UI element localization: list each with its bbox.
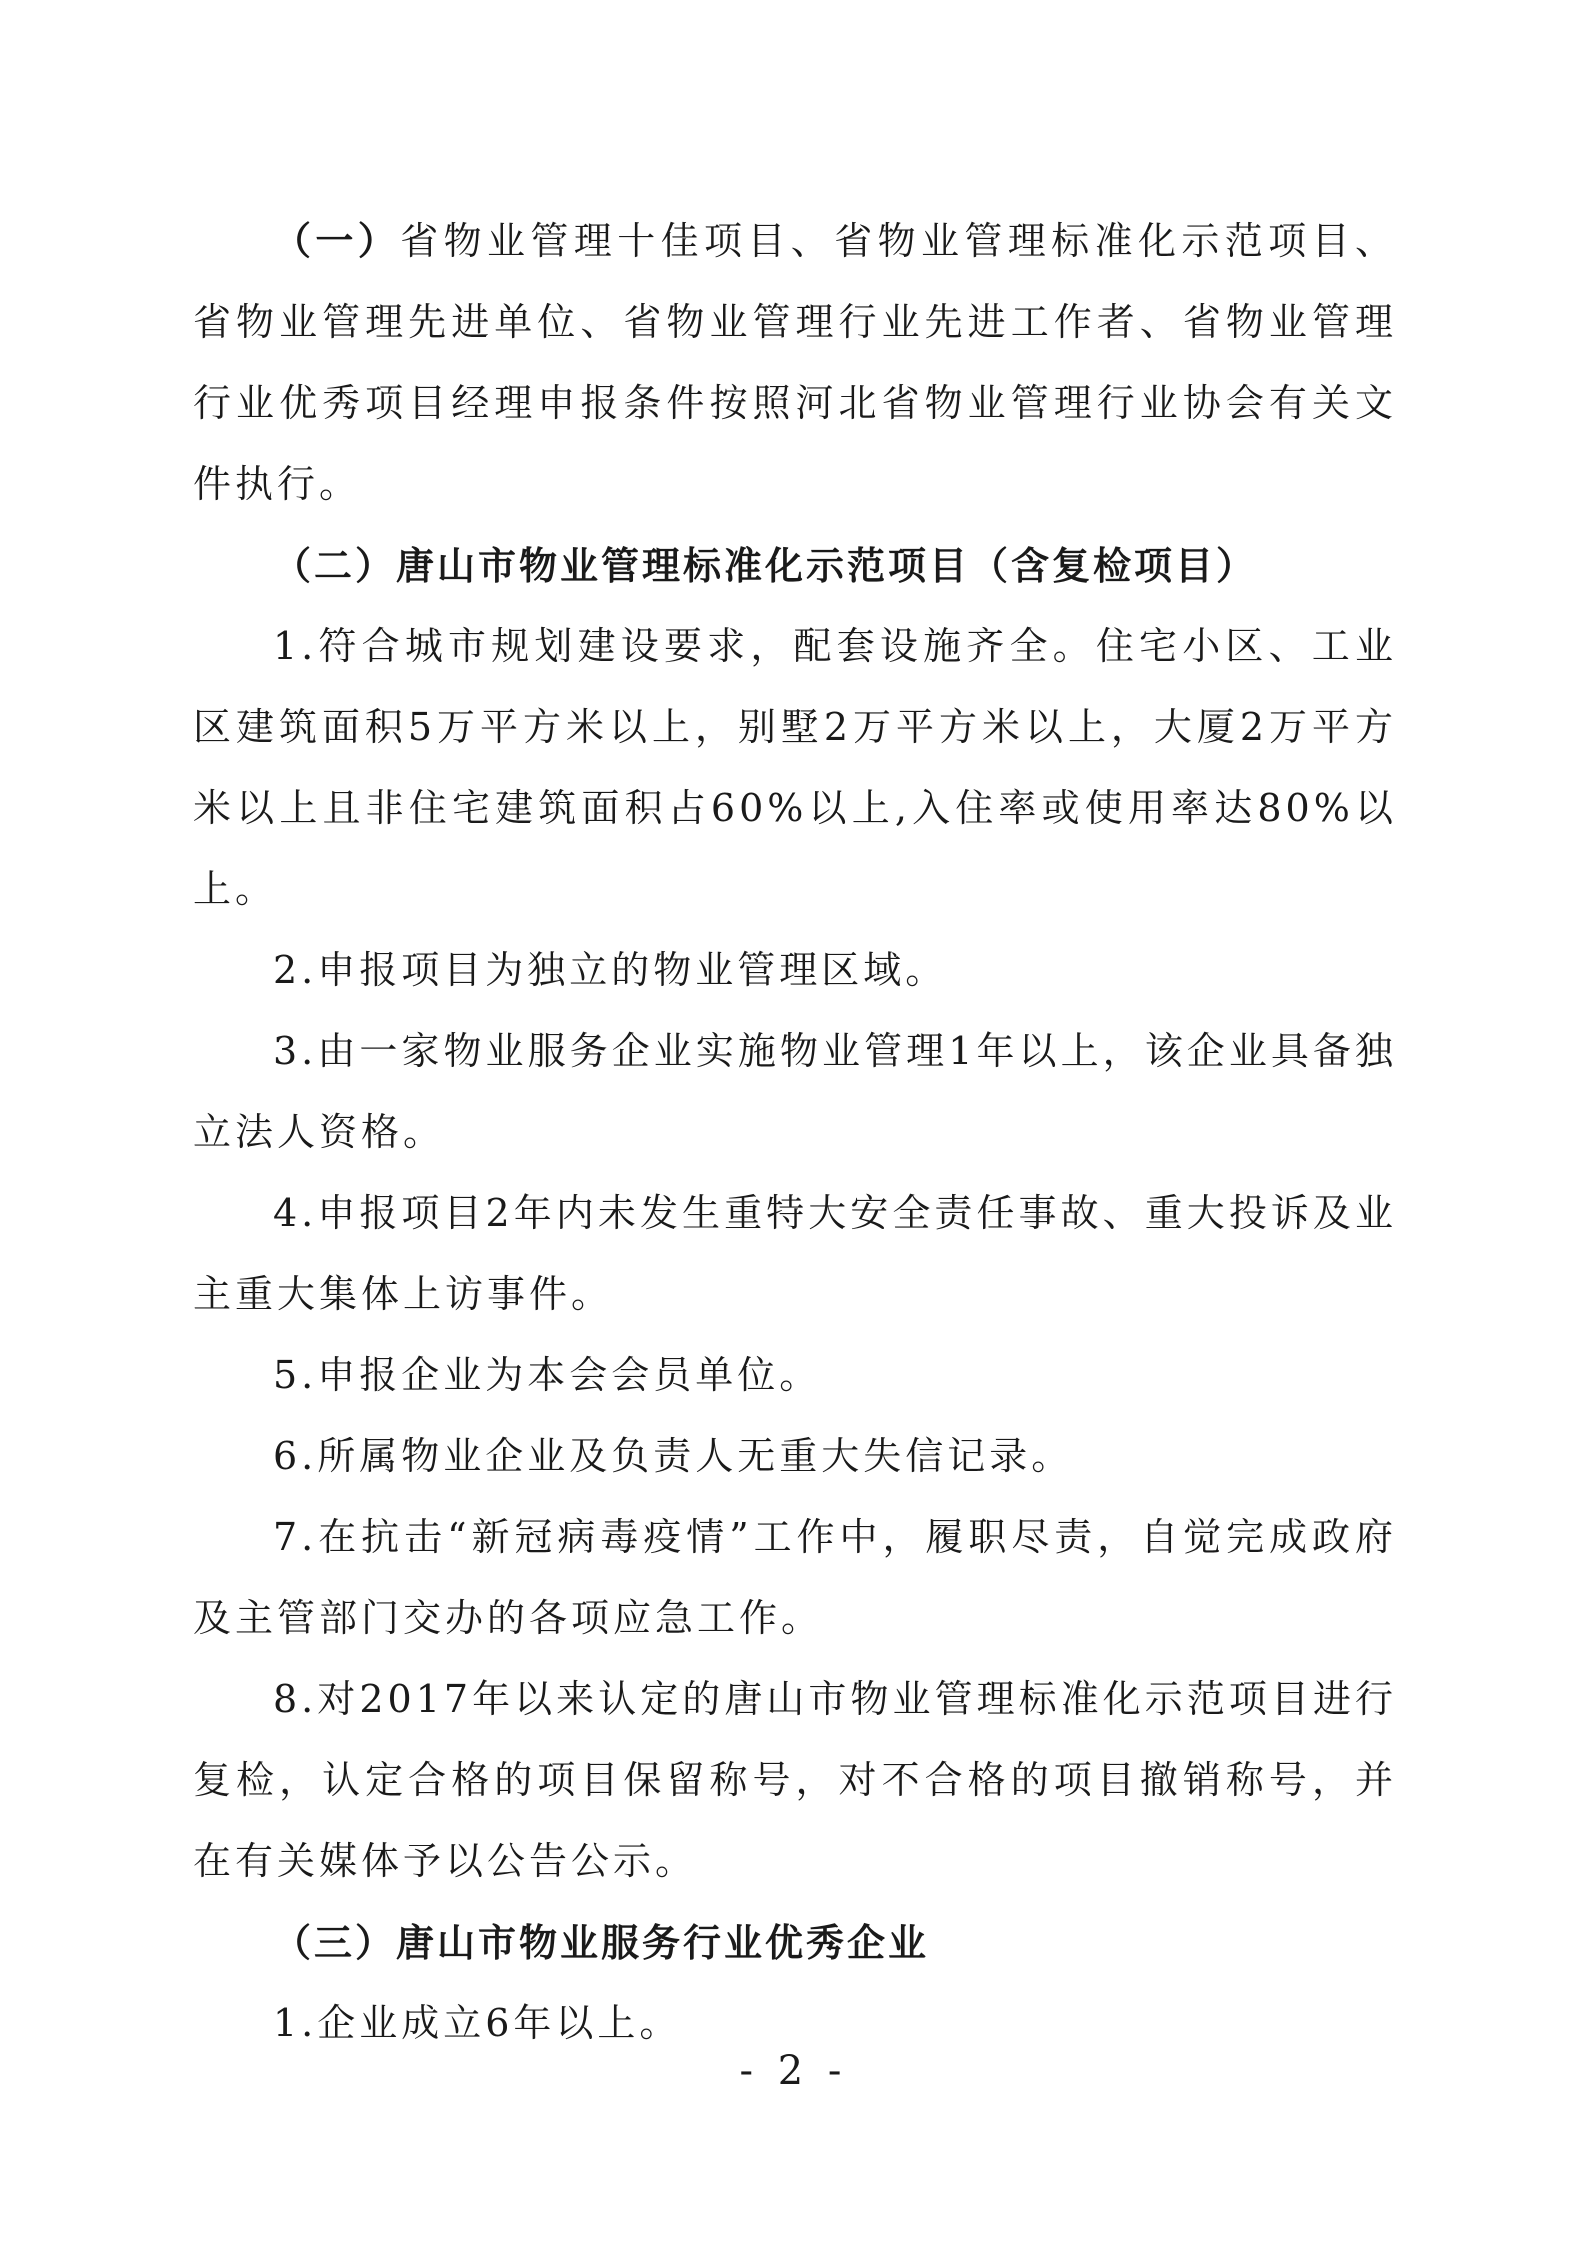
section-3-item-1-text: 1.企业成立6年以上。 <box>273 2001 682 2045</box>
item-7-text: 7.在抗击“新冠病毒疫情”工作中，履职尽责，自觉完成政府及主管部门交办的各项应急工作。 <box>193 1515 1397 1640</box>
item-3-text: 3.由一家物业服务企业实施物业管理1年以上，该企业具备独立法人资格。 <box>193 1029 1397 1154</box>
section-marker-1: （一） <box>273 218 401 263</box>
section-heading-3: （三）唐山市物业服务行业优秀企业 <box>273 1920 930 1965</box>
item-5-text: 5.申报企业为本会会员单位。 <box>273 1353 822 1397</box>
paragraph-provincial-awards <box>193 200 1397 525</box>
paragraph-text: 省物业管理十佳项目、省物业管理标准化示范项目、省物业管理先进单位、省物业管理行业先进工作者、省物业管理行业优秀项目经理申报条件按照河北省物业管理行业协会有关文件执行。 <box>193 219 1397 506</box>
item-1-text: 1.符合城市规划建设要求，配套设施齐全。住宅小区、工业区建筑面积5万平方米以上，别墅2万平方米以上，大厦2万平方米以上且非住宅建筑面积占60%以上,入住率或使用率达80%以上。 <box>193 624 1397 911</box>
page-number: - 2 - <box>739 2048 848 2094</box>
item-2-text: 2.申报项目为独立的物业管理区域。 <box>273 948 948 992</box>
document-body <box>193 200 1397 2064</box>
item-8-text: 8.对2017年以来认定的唐山市物业管理标准化示范项目进行复检，认定合格的项目保留称号，对不合格的项目撤销称号，并在有关媒体予以公告公示。 <box>193 1677 1397 1883</box>
item-6-text: 6.所属物业企业及负责人无重大失信记录。 <box>273 1434 1074 1478</box>
section-heading-2: （二）唐山市物业管理标准化示范项目（含复检项目） <box>273 543 1258 588</box>
item-4-text: 4.申报项目2年内未发生重特大安全责任事故、重大投诉及业主重大集体上访事件。 <box>193 1191 1397 1316</box>
